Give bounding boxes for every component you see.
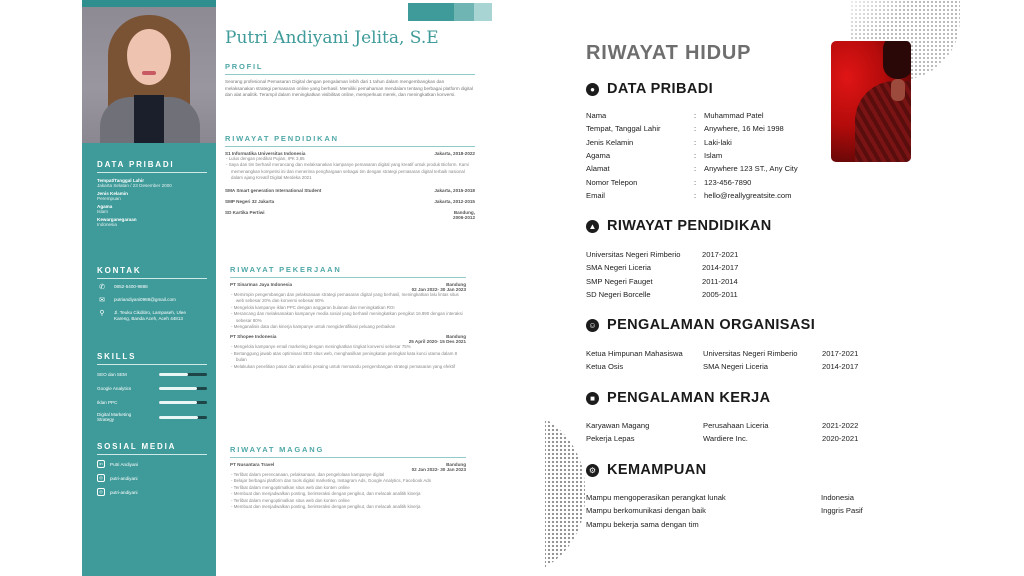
education-item — [225, 210, 475, 220]
section-title: KONTAK — [97, 266, 207, 279]
data-row: Karyawan Magang Perusahaan Liceria 2021-2022 — [586, 421, 859, 431]
data-row: Tempat, Tanggal Lahir : Anywhere, 16 Mei 1998 — [586, 124, 784, 134]
place-date: Jakarta, 2012-2015 — [434, 198, 475, 204]
section-title: RIWAYAT MAGANG — [230, 445, 466, 458]
data-row: Mampu mengoperasikan perangkat lunak Indonesia — [586, 493, 854, 503]
skill-item — [97, 384, 207, 392]
job-place-date: Bandung 25 April 2020- 15 Des 2021 — [408, 334, 466, 345]
section-title: RIWAYAT PENDIDIKAN — [225, 134, 475, 147]
section-title: SOSIAL MEDIA — [97, 442, 207, 455]
section-title: DATA PRIBADI — [607, 81, 714, 97]
bullet: - Mengelola kampanye email marketing dengan meningkatkan tingkat konversi sebesar 75% — [231, 344, 411, 350]
profile-photo — [831, 41, 911, 162]
bullet: - Belajar berbagai platform dan tools digital marketing, Instagram Ads, Google Analytics, Facebook Ads — [231, 478, 431, 484]
company-name: PT Nusantara Travel — [230, 462, 275, 467]
decorative-halftone-bottom — [545, 408, 585, 576]
social-instagram — [97, 488, 207, 496]
data-row: Alamat : Anywhere 123 ST., Any City — [586, 164, 798, 174]
social-linkedin — [97, 460, 207, 468]
school-name: SMP Negeri 32 Jakarta — [225, 198, 275, 204]
field-label: Agama — [97, 204, 113, 209]
place-date: Jakarta, 2015-2018 — [434, 187, 475, 193]
data-row: Jenis Kelamin : Laki-laki — [586, 137, 732, 147]
location-pin-icon: ⚲ — [99, 310, 105, 317]
gears-icon: ⚙ — [586, 464, 599, 477]
social-handle: putri-andiyani — [110, 489, 138, 495]
data-row: Mampu bekerja sama dengan tim — [586, 519, 699, 529]
skill-item — [97, 398, 207, 406]
data-row: Agama : Islam — [586, 151, 723, 161]
work-table — [586, 419, 858, 446]
profile-summary: Seorang profesional Pemasaran Digital dengan pengalaman lebih dari 1 tahun dalam mengembangkan dan melaksanakan strategi pemasaran online yang berhasil. Memiliki pemahaman mendalam tentang berbagai platform digital dan alat analitik. Terampil dalam meningkatkan visibilitas online, memperkuat merek, dan meningkatkan konversi. — [225, 79, 473, 98]
skill-label: SEO dan SEM — [97, 371, 127, 377]
bullet: - Saya dan tim berhasil merancang dan melaksanakan kampanye pemasaran digital yang kreatif untuk produk Bioform. Kami memenangkan kompetisi ini dan menerima penghargaan sebagai tim dengan strategi pemasaran digital terbaik nasional dalam ajang Kreatif Digital Merdeka 2021 — [226, 162, 469, 181]
data-row: Ketua Himpunan Mahasiswa Universitas Negeri Rimberio 2017-2021 — [586, 349, 859, 359]
graduation-cap-icon: ▲ — [586, 220, 599, 233]
sidebar-kontak — [97, 266, 207, 328]
section-header-data-pribadi — [586, 81, 713, 97]
field-value: Perempuan — [97, 196, 121, 201]
instagram-icon: ◎ — [97, 474, 105, 482]
job-item — [230, 334, 466, 344]
field-label: Jenis Kelamin — [97, 191, 128, 196]
section-header-kemampuan — [586, 462, 706, 478]
contact-value: 0852-5400-9888 — [114, 284, 148, 289]
job-item — [230, 282, 466, 292]
education-table — [586, 248, 738, 301]
section-header-kerja — [586, 390, 771, 406]
field-value: Indonesia — [97, 222, 117, 227]
section-pekerjaan — [230, 265, 466, 370]
section-title: KEMAMPUAN — [607, 462, 707, 478]
education-item — [225, 188, 475, 193]
bullet: - Membuat dan menjadwalkan posting, berinteraksi dengan pengikut, dan melacak analitik kinerja — [231, 491, 421, 497]
school-name: SD Kartika Pertiwi — [225, 209, 265, 215]
data-row: SD Negeri Borcelle 2005-2011 — [586, 290, 738, 300]
bullet: - Memimpin pengembangan dan pelaksanaan strategi pemasaran digital yang berhasil, meningkatkan lalu lintas situs web sebesar 20% dan konversi sebesar 80% — [231, 292, 459, 304]
data-row: Email : hello@reallygreatsite.com — [586, 190, 792, 200]
phone-icon: ✆ — [99, 284, 105, 291]
personal-data-table — [586, 109, 798, 202]
contact-value: putriandiyani0988@gmail.com — [114, 297, 176, 302]
contact-value: Jl. Teuku Cikditiro, Lampaseh, Ulee Kareng, Banda Aceh, Aceh 44813 — [114, 310, 186, 321]
instagram-icon: ◎ — [97, 488, 105, 496]
skill-label: Google Analytics — [97, 385, 132, 391]
section-pendidikan — [225, 134, 475, 220]
social-handle: putri-andiyani — [110, 475, 138, 481]
linkedin-icon: in — [97, 460, 105, 468]
section-title: RIWAYAT PENDIDIKAN — [607, 218, 772, 234]
field-label: Tempat/Tanggal Lahir — [97, 178, 145, 183]
sidebar — [82, 0, 216, 576]
social-instagram — [97, 474, 207, 482]
sidebar-skills — [97, 352, 207, 428]
briefcase-icon: ■ — [586, 392, 599, 405]
decorative-color-blocks — [408, 3, 492, 21]
section-title: DATA PRIBADI — [97, 160, 207, 173]
school-name: SMA Smart generation International Student — [225, 187, 322, 193]
skill-bar — [159, 416, 207, 419]
job-place-date: Bandung 02 Jan 2022- 30 Jan 2023 — [411, 282, 466, 292]
skill-label: Digital Marketing Strategy — [97, 412, 132, 422]
bullet: - Merancang dan melaksanakan kampanye media sosial yang berhasil meningkatkan pengikut 16.890 dengan interaksi sebesar 80% — [231, 311, 463, 323]
people-icon: ☺ — [586, 319, 599, 332]
contact-address — [97, 310, 207, 322]
bullet: - Terlibat dalam mengoptimalkan situs web dan konten online — [231, 484, 350, 490]
data-row: Universitas Negeri Rimberio 2017-2021 — [586, 250, 739, 260]
skill-label: Iklan PPC — [97, 399, 118, 405]
resume-monochrome-template — [545, 0, 965, 576]
data-row: SMA Negeri Liceria 2014-2017 — [586, 263, 739, 273]
data-row: Ketua Osis SMA Negeri Liceria 2014-2017 — [586, 362, 859, 372]
data-row: Mampu berkomunikasi dengan baik Inggris Pasif — [586, 506, 863, 516]
contact-phone — [97, 284, 207, 291]
email-icon: ✉ — [99, 297, 105, 304]
skill-bar — [159, 373, 207, 376]
data-row: Nama : Muhammad Patel — [586, 111, 764, 121]
contact-email — [97, 297, 207, 304]
user-circle-icon: ● — [586, 83, 599, 96]
skill-bar — [159, 401, 207, 404]
data-row: SMP Negeri Fauget 2011-2014 — [586, 276, 738, 286]
field-label: Kewarganegaraan — [97, 217, 137, 222]
candidate-name: Putri Andiyani Jelita, S.E — [225, 28, 439, 48]
section-profil — [225, 62, 475, 99]
bullet: - Lulus dengan predikat Pujian, IPK 3,85 — [226, 156, 305, 161]
bullet: - Terlibat dalam mengoptimalkan situs web dan konten online — [231, 497, 350, 503]
job-place-date: Bandung 02 Jan 2022- 30 Jan 2023 — [411, 462, 466, 472]
profile-photo — [82, 7, 216, 143]
section-title: RIWAYAT PEKERJAAN — [230, 265, 466, 278]
company-name: PT Shopee Indonesia — [230, 334, 277, 340]
school-name: S1 Informatika Universitas Indonesia — [225, 151, 306, 156]
field-value: Jakarta Selatan / 23 Desember 2000 — [97, 183, 172, 188]
section-title: SKILLS — [97, 352, 207, 365]
bullet: - Terlibat dalam perencanaan, pelaksanaan, dan pengelolaan kampanye digital — [231, 472, 385, 477]
data-row: Pekerja Lepas Wardiere Inc. 2020-2021 — [586, 434, 859, 444]
organization-table — [586, 347, 858, 374]
section-header-pendidikan — [586, 218, 772, 234]
social-handle: Putri Andiyani — [110, 461, 139, 467]
resume-teal-template — [82, 0, 502, 576]
sidebar-top-bar — [82, 0, 216, 7]
education-item — [225, 199, 475, 204]
section-title: PENGALAMAN KERJA — [607, 390, 771, 406]
place-date: Bandung, 2006-2012 — [453, 209, 475, 220]
field-value: Islam — [97, 209, 108, 214]
section-header-organisasi — [586, 317, 815, 333]
place-date: Jakarta, 2018-2022 — [434, 151, 475, 156]
skills-table — [586, 491, 863, 531]
bullet: - Membuat dan menjadwalkan posting, berinteraksi dengan pengikut, dan melacak analitik kinerja — [231, 504, 421, 510]
bullet: - Mengelola kampanye iklan PPC dengan anggaran bulanan dan meningkatkan ROI — [231, 304, 395, 310]
sidebar-data-pribadi — [97, 160, 207, 227]
bullet: - Menganalisis data dan kinerja kampanye untuk mengidentifikasi peluang perbaikan — [231, 324, 396, 330]
section-title: PENGALAMAN ORGANISASI — [607, 317, 816, 333]
section-magang — [230, 445, 466, 510]
sidebar-sosial-media — [97, 442, 207, 502]
section-title: PROFIL — [225, 62, 475, 75]
document-title: RIWAYAT HIDUP — [586, 42, 752, 64]
skill-item — [97, 412, 207, 422]
skill-bar — [159, 387, 207, 390]
internship-item — [230, 462, 466, 472]
bullet: - Melakukan penelitian pasar dan analisis pesaing untuk memandu pengembangan strategi pemasaran yang efektif — [231, 363, 456, 369]
data-row: Nomor Telepon : 123-456-7890 — [586, 177, 752, 187]
company-name: PT Sinarmas Jaya Indonesia — [230, 282, 293, 287]
bullet: - Bertanggung jawab atas optimisasi SEO situs web, menghasilkan peningkatan peringkat kata kunci utama dalam 8 bulan — [231, 350, 458, 363]
skill-item — [97, 370, 207, 378]
